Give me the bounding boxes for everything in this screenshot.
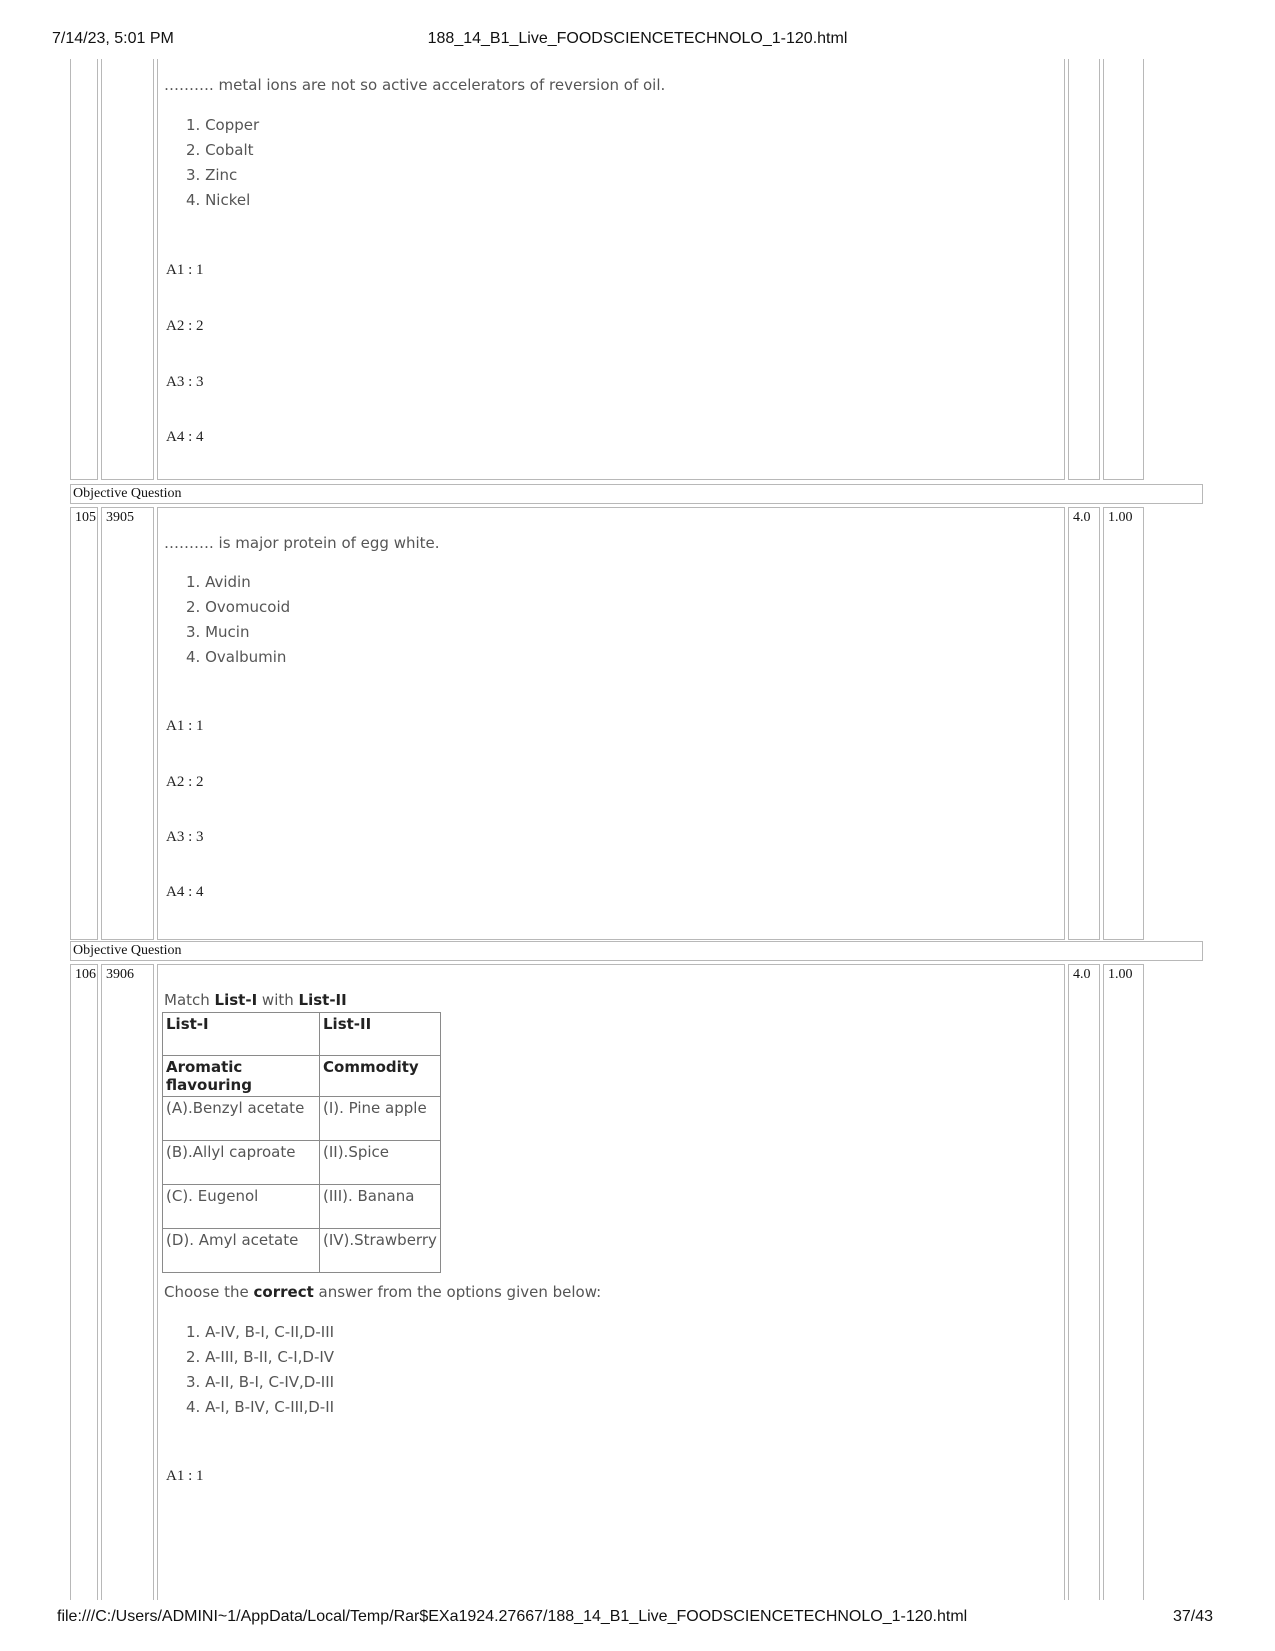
question-table (70, 59, 1203, 1600)
q104-option: 2. Cobalt (186, 141, 254, 159)
q106-option: 2. A-III, B-II, C-I,D-IV (186, 1348, 335, 1366)
q105-option: 3. Mucin (186, 623, 250, 641)
match-table-header-row (163, 1013, 441, 1056)
q105-option: 4. Ovalbumin (186, 648, 287, 666)
q106-category: Objective Question (70, 941, 1203, 961)
q106-number: 106 (70, 964, 98, 1600)
q105-category: Objective Question (70, 484, 1203, 504)
q106-stem-list2: List-II (298, 991, 347, 1009)
q106-stem-prefix: Match (164, 991, 215, 1009)
q105-body-cell (157, 507, 1065, 940)
table-cell: (II).Spice (320, 1141, 441, 1185)
match-subheader-cell: Commodity (320, 1056, 441, 1097)
q106-choose-instruction (164, 1283, 601, 1301)
q105-option: 2. Ovomucoid (186, 598, 291, 616)
table-row (163, 1141, 441, 1185)
print-page-number: 37/43 (1172, 1608, 1213, 1625)
table-cell: (III). Banana (320, 1185, 441, 1229)
q104-number-cell (70, 59, 98, 480)
table-cell: (B).Allyl caproate (163, 1141, 320, 1185)
match-header-cell: List-I (163, 1013, 320, 1056)
q106-choose-suffix: answer from the options given below: (313, 1283, 602, 1301)
q106-negative: 1.00 (1103, 964, 1144, 1600)
q105-answer-1: A1 : 1 (166, 718, 204, 734)
q104-option: 1. Copper (186, 116, 260, 134)
table-cell: (IV).Strawberry (320, 1229, 441, 1273)
table-row (163, 1185, 441, 1229)
print-datetime: 7/14/23, 5:01 PM (52, 30, 174, 47)
q106-id: 3906 (101, 964, 154, 1600)
q105-number: 105 (70, 507, 98, 940)
print-file-title: 188_14_B1_Live_FOODSCIENCETECHNOLO_1-120.html (427, 30, 848, 47)
table-row (163, 1229, 441, 1273)
q106-answer-1: A1 : 1 (166, 1468, 204, 1484)
q105-marks: 4.0 (1068, 507, 1100, 940)
q106-stem-mid: with (257, 991, 299, 1009)
q106-marks: 4.0 (1068, 964, 1100, 1600)
print-file-path: file:///C:/Users/ADMINI~1/AppData/Local/Temp/Rar$EXa1924.27667/188_14_B1_Live_FOODSCIENCETECHNOLO_1-120.html (57, 1608, 968, 1625)
q106-stem-list1: List-I (214, 991, 258, 1009)
q106-option: 3. A-II, B-I, C-IV,D-III (186, 1373, 335, 1391)
q104-marks-cell (1068, 59, 1100, 480)
q106-stem (164, 991, 347, 1009)
q105-answer-2: A2 : 2 (166, 774, 204, 790)
q106-choose-prefix: Choose the (164, 1283, 254, 1301)
q106-body-cell (157, 964, 1065, 1600)
match-subheader-cell: Aromatic flavouring (163, 1056, 320, 1097)
q106-option: 1. A-IV, B-I, C-II,D-III (186, 1323, 335, 1341)
q105-stem: ………. is major protein of egg white. (164, 534, 440, 552)
q106-choose-bold: correct (253, 1283, 314, 1301)
q104-answer-3: A3 : 3 (166, 374, 204, 390)
q104-answer-1: A1 : 1 (166, 262, 204, 278)
match-table (162, 1012, 441, 1273)
q105-answer-3: A3 : 3 (166, 829, 204, 845)
q104-answer-2: A2 : 2 (166, 318, 204, 334)
q105-id: 3905 (101, 507, 154, 940)
match-header-cell: List-II (320, 1013, 441, 1056)
q105-options (186, 570, 290, 670)
q104-negative-cell (1103, 59, 1144, 480)
q104-options (186, 113, 259, 213)
q104-body-cell (157, 59, 1065, 480)
q105-negative: 1.00 (1103, 507, 1144, 940)
q104-option: 3. Zinc (186, 166, 238, 184)
q104-answer-4: A4 : 4 (166, 429, 204, 445)
print-header (0, 30, 1275, 50)
table-cell: (D). Amyl acetate (163, 1229, 320, 1273)
q105-option: 1. Avidin (186, 573, 251, 591)
q104-id-cell (101, 59, 154, 480)
q105-answer-4: A4 : 4 (166, 884, 204, 900)
table-row (163, 1097, 441, 1141)
table-cell: (I). Pine apple (320, 1097, 441, 1141)
table-cell: (A).Benzyl acetate (163, 1097, 320, 1141)
match-table-subheader-row (163, 1056, 441, 1097)
q104-option: 4. Nickel (186, 191, 251, 209)
q104-stem: ………. metal ions are not so active accelerators of reversion of oil. (164, 76, 666, 94)
table-cell: (C). Eugenol (163, 1185, 320, 1229)
q106-option: 4. A-I, B-IV, C-III,D-II (186, 1398, 335, 1416)
q106-options (186, 1320, 334, 1420)
